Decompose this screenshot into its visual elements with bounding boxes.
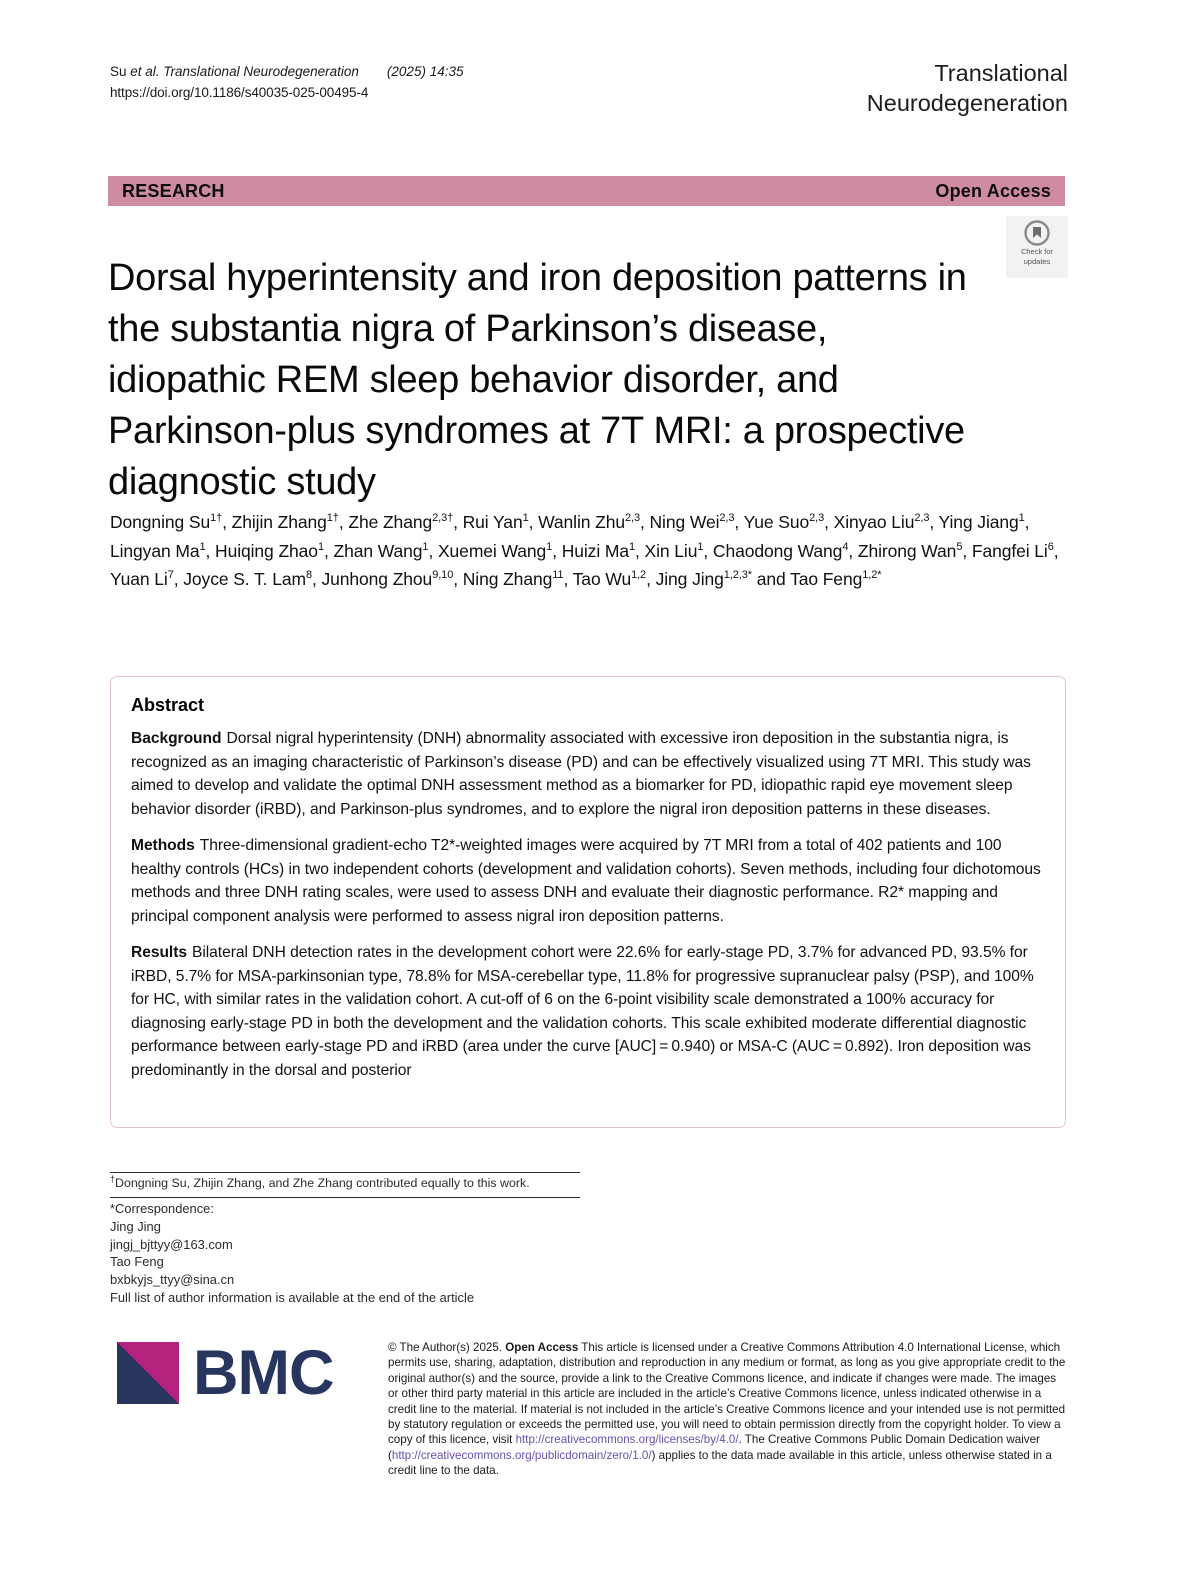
equal-contribution-text: Dongning Su, Zhijin Zhang, and Zhe Zhang contributed equally to this work. <box>115 1176 530 1190</box>
full-author-info-note: Full list of author information is available at the end of the article <box>110 1289 474 1305</box>
copyright-prefix: © The Author(s) 2025. <box>388 1341 506 1354</box>
bmc-logo-mark <box>117 1342 179 1404</box>
abstract-section-background <box>131 727 1045 821</box>
crossmark-label-line2: updates <box>1023 257 1051 266</box>
copyright-body-2: . The Creative Commons Public Domain Dedication waiver ( <box>388 1433 1040 1462</box>
correspondence-block <box>110 1200 630 1307</box>
journal-title-line2: Neurodegeneration <box>866 90 1068 116</box>
dagger-symbol: † <box>110 1173 116 1184</box>
running-head-authors: Su <box>110 64 131 79</box>
correspondence-email-2[interactable]: bxbkyjs_ttyy@sina.cn <box>110 1272 235 1288</box>
abstract-text-background: Dorsal nigral hyperintensity (DNH) abnormality associated with excessive iron deposition in the substantia nigra, is recognized as an imaging characteristic of Parkinson’s disease (PD) and can be effectively visualized using 7T MRI. This study was aimed to develop and validate the optimal DNH assessment method as a biomarker for PD, idiopathic rapid eye movement sleep behavior disorder (iRBD), and Parkinson-plus syndromes, and to explore the nigral iron deposition patterns in these diseases. <box>131 730 1031 818</box>
cc-by-link[interactable]: http://creativecommons.org/licenses/by/4.0/ <box>515 1433 739 1447</box>
open-access-label: Open Access <box>935 180 1051 201</box>
running-head <box>110 62 730 103</box>
abstract-label-background: Background <box>131 730 222 747</box>
research-open-access-banner <box>108 176 1065 206</box>
abstract-label-methods: Methods <box>131 837 195 854</box>
footnote-divider-top <box>110 1172 580 1173</box>
running-head-volume: (2025) 14:35 <box>386 64 464 79</box>
doi-link[interactable]: https://doi.org/10.1186/s40035-025-00495-4 <box>110 85 369 100</box>
crossmark-icon <box>1024 220 1050 246</box>
author-list: Dongning $Su^{1\dagger}$, Zhijin Zhang$^{1\dagger}$, Zhe Zhang$^{2,3\dagger}$, Rui Yan$^1$, Wanlin Zhu$^{2,3}$, Ning Wei$^{2,3}$, Yue Suo$^{2,3}$, Xinyao Liu$^{2,3}$, Ying Jiang$^1$, Lingyan Ma$^1$, Huiqing Zhao$^1$, Zhan Wang$^1$, Xuemei Wang$^1$, Huizi Ma$^1$, Xin Liu$^1$, Chaodong Wang$^4$, Zhirong Wan$^5$, Fangfei Li$^6$, Yuan Li$^7$, Joyce S. T. Lam$^8$, Junhong Zhou$^{9,10}$, Ning Zhang$^{11}$, Tao Wu$^{1,2}$, Jing Jing$^{1,2,3*}$ and Tao Feng$^{1,2*}$ <box>110 512 1059 589</box>
correspondence-name-1: Jing Jing <box>110 1218 161 1234</box>
bmc-logo <box>117 1338 334 1408</box>
correspondence-email-1[interactable]: jingj_bjttyy@163.com <box>110 1236 233 1252</box>
copyright-open-access-label: Open Access <box>505 1341 579 1354</box>
crossmark-label-line1: Check for <box>1020 247 1054 256</box>
abstract-section-methods <box>131 834 1045 928</box>
copyright-body-3: ) applies to the data made available in this article, unless otherwise stated in a credit line to the data. <box>388 1448 1052 1478</box>
correspondence-name-2: Tao Feng <box>110 1254 164 1270</box>
journal-title-line1: Translational <box>934 60 1068 86</box>
abstract-label-results: Results <box>131 944 187 961</box>
page-title: Dorsal hyperintensity and iron deposition patterns in the substantia nigra of Parkinson’s disease, idiopathic REM sleep behavior disorder, and Parkinson-plus syndromes at 7T MRI: a prospective diagnostic study <box>108 257 967 504</box>
abstract-text-results: Bilateral DNH detection rates in the development cohort were 22.6% for early-stage PD, 3.7% for advanced PD, 93.5% for iRBD, 5.7% for MSA-parkinsonian type, 78.8% for MSA-cerebellar type, 11.8% for progressive supranuclear palsy (PSP), and 100% for HC, with similar rates in the validation cohort. A cut-off of 6 on the 6-point visibility scale demonstrated a 100% accuracy for diagnosing early-stage PD in both the development and the validation cohorts. This scale exhibited moderate differential diagnostic performance between early-stage PD and iRBD (area under the curve [AUC] = 0.940) or MSA-C (AUC = 0.892). Iron deposition was predominantly in the dorsal and posterior <box>131 944 1034 1079</box>
abstract-heading: Abstract <box>131 695 205 715</box>
running-head-journal: et al. Translational Neurodegeneration <box>130 64 359 79</box>
copyright-license-block <box>388 1340 1066 1479</box>
abstract-text-methods: Three-dimensional gradient-echo T2*-weighted images were acquired by 7T MRI from a total of 402 patients and 100 healthy controls (HCs) in two independent cohorts (development and validation cohorts). Seven methods, including four dichotomous methods and three DNH rating scales, were used to assess DNH and evaluate their diagnostic performance. R2* mapping and principal component analysis were performed to assess nigral iron deposition patterns. <box>131 837 1041 925</box>
copyright-body-1: This article is licensed under a Creative Commons Attribution 4.0 International License, which permits use, sharing, adaptation, distribution and reproduction in any medium or format, as long as you give appropriate credit to the original author(s) and the source, provide a link to the Creative Commons licence, and indicate if changes were made. The images or other third party material in this article are included in the article’s Creative Commons licence, unless indicated otherwise in a credit line to the material. If material is not included in the article’s Creative Commons licence and your intended use is not permitted by statutory regulation or exceeds the permitted use, you will need to obtain permission directly from the copyright holder. To view a copy of this licence, visit <box>388 1341 1066 1447</box>
footnote-divider-bottom <box>110 1197 580 1198</box>
bmc-logo-text: BMC <box>193 1338 334 1408</box>
equal-contribution-footnote <box>110 1174 630 1192</box>
crossmark-check-for-updates-badge[interactable] <box>1006 216 1068 278</box>
journal-title <box>867 58 1068 118</box>
abstract-section-results <box>131 941 1045 1082</box>
research-label: RESEARCH <box>122 180 225 201</box>
abstract-box <box>110 676 1066 1128</box>
cc-zero-link[interactable]: http://creativecommons.org/publicdomain/zero/1.0/ <box>391 1448 652 1462</box>
correspondence-label: *Correspondence: <box>110 1201 214 1216</box>
